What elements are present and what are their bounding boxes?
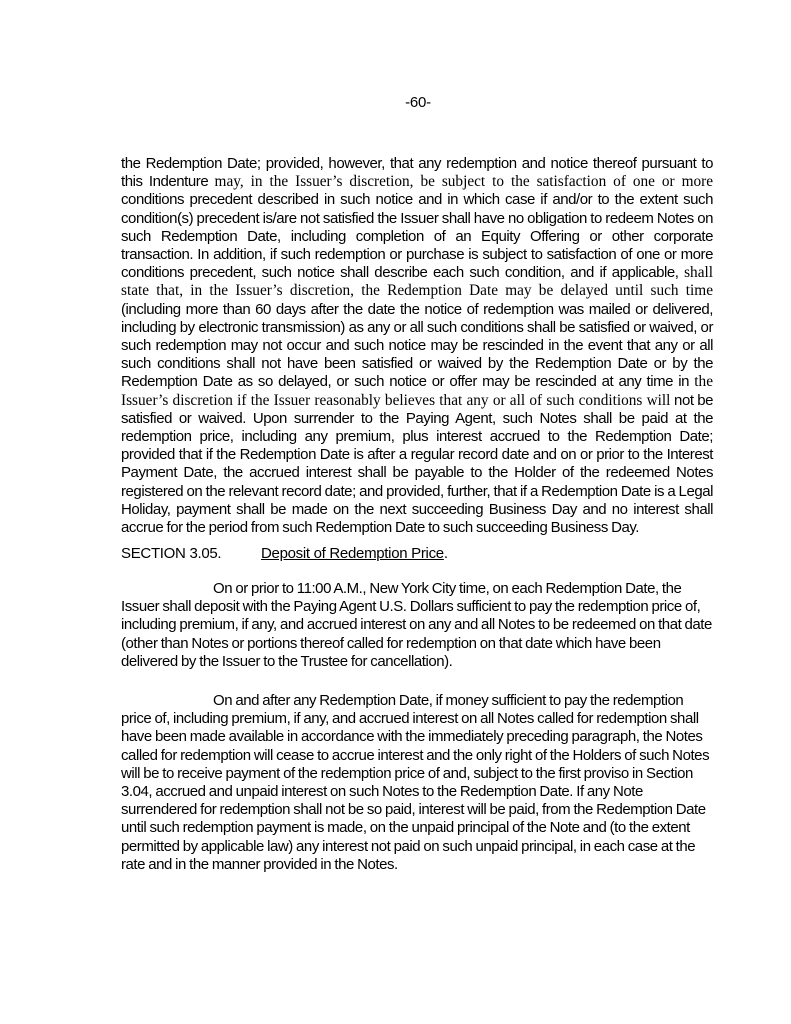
- section-title: Deposit of Redemption Price: [261, 545, 444, 562]
- paragraph1-part-f: the Issuer’s discretion if the Issuer reasonably believes that any or all of such conditions will: [121, 373, 713, 409]
- paragraph-deposit: On or prior to 11:00 A.M., New York City time, on each Redemption Date, the Issuer shall deposit with the Paying Agent U.S. Dollars sufficient to pay the redemption price of, including premium, if any, and accrued interest on any and all Notes to be redeemed on that date (other than Notes or portions thereof called for redemption on that date which have been delivered by the Issuer to the Trustee for cancellation).: [121, 580, 712, 670]
- paragraph1-part-a: the Redemption Date; provided, however, that any redemption and notice thereof pursuant to this Indenture: [121, 155, 713, 191]
- paragraph-after-redemption: On and after any Redemption Date, if money sufficient to pay the redemption price of, including premium, if any, and accrued interest on all Notes called for redemption shall have been made available in accordance with the immediately preceding paragraph, the Notes called for redemption will cease to accrue interest and the only right of the Holders of such Notes will be to receive payment of the redemption price of and, subject to the first proviso in Section 3.04, accrued and unpaid interest on such Notes to the Redemption Date. If any Note surrendered for redemption shall not be so paid, interest will be paid, from the Redemption Date until such redemption payment is made, on the unpaid principal of the Note and (to the extent permitted by applicable law) any interest not paid on such unpaid principal, in each case at the rate and in the manner provided in the Notes.: [121, 692, 710, 873]
- page-number: -60-: [405, 94, 431, 111]
- section-title-period: .: [443, 545, 448, 562]
- paragraph-redemption-conditions: [121, 155, 713, 537]
- section-heading: [121, 545, 713, 563]
- paragraph1-part-d: shall state that, in the Issuer’s discretion, the Redemption Date may be delayed until such time: [121, 264, 713, 300]
- paragraph1-part-e: (including more than 60 days after the date the notice of redemption was mailed or delivered, including by electronic transmission) as any or all such conditions shall be satisfied or waived, or such redemption may not occur and such notice may be rescinded in the event that any or all such conditions shall not have been satisfied or waived by the Redemption Date or by the Redemption Date as so delayed, or such notice or offer may be rescinded at any time in: [121, 300, 713, 391]
- paragraph1-part-c: conditions precedent described in such notice and in which case if and/or to the extent such condition(s) precedent is/are not satisfied the Issuer shall have no obligation to redeem Notes on such Redemption Date, including completion of an Equity Offering or other corporate transaction. In addition, if such redemption or purchase is subject to satisfaction of one or more conditions precedent, such notice shall describe each such condition, and if applicable,: [121, 191, 713, 282]
- paragraph1-part-b: may, in the Issuer’s discretion, be subject to the satisfaction of one or more: [214, 173, 713, 191]
- paragraph1-part-g: not be satisfied or waived. Upon surrender to the Paying Agent, such Notes shall be paid at the redemption price, including any premium, plus interest accrued to the Redemption Date; provided that if the Redemption Date is after a regular record date and on or prior to the Interest Payment Date, the accrued interest shall be payable to the Holder of the redeemed Notes registered on the relevant record date; and provided, further, that if a Redemption Date is a Legal Holiday, payment shall be made on the next succeeding Business Day and no interest shall accrue for the period from such Redemption Date to such succeeding Business Day.: [121, 391, 713, 537]
- section-number: SECTION 3.05.: [121, 545, 222, 562]
